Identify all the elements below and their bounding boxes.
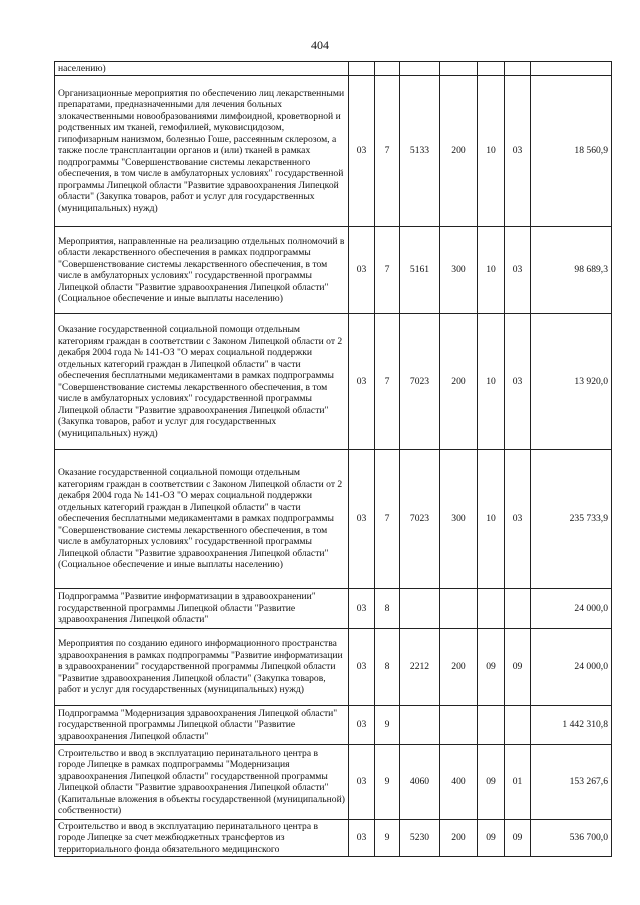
table-row <box>55 314 612 450</box>
amount-cell: 24 000,0 <box>531 629 612 706</box>
code-cell <box>440 706 478 745</box>
code-cell <box>440 62 478 76</box>
code-cell <box>505 62 531 76</box>
code-cell <box>505 706 531 745</box>
code-cell: 03 <box>349 589 375 629</box>
code-cell: 7 <box>375 450 400 589</box>
code-cell: 9 <box>375 820 400 857</box>
amount-cell <box>531 62 612 76</box>
code-cell: 09 <box>505 820 531 857</box>
code-cell <box>478 589 505 629</box>
row-description: Мероприятия по созданию единого информационного пространства здравоохранения в рамках подпрограммы "Развитие информатизации в здравоохранении" государственной программы Липецкой области "Развитие здравоохранения Липецкой области" (Закупка товаров, работ и услуг для государственных (муниципальных) нужд) <box>55 629 349 706</box>
amount-cell: 18 560,9 <box>531 76 612 227</box>
row-description: Организационные мероприятия по обеспечению лиц лекарственными препаратами, предназначенными для лечения больных злокачественными новообразованиями лимфоидной, кроветворной и родственных им тканей, гемофилией, муковисцидозом, гипофизарным нанизмом, болезнью Гоше, рассеянным склерозом, а также после трансплантации органов и (или) тканей в рамках подпрограммы "Совершенствование системы лекарственного обеспечения, в том числе в амбулаторных условиях" государственной программы Липецкой области "Развитие здравоохранения Липецкой области" (Закупка товаров, работ и услуг для государственных (муниципальных) нужд) <box>55 76 349 227</box>
code-cell <box>375 62 400 76</box>
code-cell: 03 <box>505 450 531 589</box>
code-cell: 03 <box>349 76 375 227</box>
code-cell: 03 <box>505 76 531 227</box>
code-cell: 10 <box>478 76 505 227</box>
code-cell <box>400 62 440 76</box>
table-row <box>55 76 612 227</box>
code-cell: 03 <box>349 820 375 857</box>
row-description: Оказание государственной социальной помощи отдельным категориям граждан в соответствии с Законом Липецкой области от 2 декабря 2004 года № 141-ОЗ "О мерах социальной поддержки отдельных категорий граждан в Липецкой области" в части обеспечения бесплатными медикаментами в рамках подпрограммы "Совершенствование системы лекарственного обеспечения, в том числе в амбулаторных условиях" государственной программы Липецкой области "Развитие здравоохранения Липецкой области" (Закупка товаров, работ и услуг для государственных (муниципальных) нужд) <box>55 314 349 450</box>
code-cell: 300 <box>440 227 478 314</box>
table-row <box>55 227 612 314</box>
code-cell: 8 <box>375 629 400 706</box>
code-cell <box>400 589 440 629</box>
code-cell: 03 <box>349 745 375 820</box>
row-description: Подпрограмма "Развитие информатизации в здравоохранении" государственной программы Липецкой области "Развитие здравоохранения Липецкой области" <box>55 589 349 629</box>
code-cell: 09 <box>478 745 505 820</box>
code-cell: 09 <box>505 629 531 706</box>
table-row <box>55 629 612 706</box>
code-cell: 03 <box>349 314 375 450</box>
code-cell: 9 <box>375 706 400 745</box>
code-cell: 9 <box>375 745 400 820</box>
code-cell: 09 <box>478 820 505 857</box>
amount-cell: 536 700,0 <box>531 820 612 857</box>
budget-table <box>54 61 612 857</box>
code-cell <box>349 62 375 76</box>
code-cell: 5230 <box>400 820 440 857</box>
amount-cell: 98 689,3 <box>531 227 612 314</box>
amount-cell: 13 920,0 <box>531 314 612 450</box>
row-description: Строительство и ввод в эксплуатацию перинатального центра в городе Липецке в рамках подпрограммы "Модернизация здравоохранения Липецкой области" государственной программы Липецкой области "Развитие здравоохранения Липецкой области" (Капитальные вложения в объекты государственной (муниципальной) собственности) <box>55 745 349 820</box>
code-cell: 300 <box>440 450 478 589</box>
amount-cell: 1 442 310,8 <box>531 706 612 745</box>
row-description: Мероприятия, направленные на реализацию отдельных полномочий в области лекарственного обеспечения в рамках подпрограммы "Совершенствование системы лекарственного обеспечения, в том числе в амбулаторных условиях" государственной программы Липецкой области "Развитие здравоохранения Липецкой области" (Социальное обеспечение и иные выплаты населению) <box>55 227 349 314</box>
code-cell: 7023 <box>400 450 440 589</box>
code-cell: 200 <box>440 76 478 227</box>
code-cell: 200 <box>440 314 478 450</box>
code-cell <box>478 62 505 76</box>
row-description: населению) <box>55 62 349 76</box>
code-cell: 7023 <box>400 314 440 450</box>
code-cell: 03 <box>505 314 531 450</box>
table-row <box>55 820 612 857</box>
code-cell: 01 <box>505 745 531 820</box>
row-description: Строительство и ввод в эксплуатацию перинатального центра в городе Липецке за счет межбюджетных трансфертов из территориального фонда обязательного медицинского <box>55 820 349 857</box>
page-number: 404 <box>311 38 329 52</box>
code-cell: 10 <box>478 227 505 314</box>
code-cell <box>400 706 440 745</box>
row-description: Оказание государственной социальной помощи отдельным категориям граждан в соответствии с Законом Липецкой области от 2 декабря 2004 года № 141-ОЗ "О мерах социальной поддержки отдельных категорий граждан в Липецкой области" в части обеспечения бесплатными медикаментами в рамках подпрограммы "Совершенствование системы лекарственного обеспечения, в том числе в амбулаторных условиях" государственной программы Липецкой области "Развитие здравоохранения Липецкой области" (Социальное обеспечение и иные выплаты населению) <box>55 450 349 589</box>
row-description: Подпрограмма "Модернизация здравоохранения Липецкой области" государственной программы Липецкой области "Развитие здравоохранения Липецкой области" <box>55 706 349 745</box>
code-cell: 400 <box>440 745 478 820</box>
code-cell: 7 <box>375 76 400 227</box>
code-cell: 7 <box>375 227 400 314</box>
code-cell: 4060 <box>400 745 440 820</box>
table-row <box>55 745 612 820</box>
code-cell: 7 <box>375 314 400 450</box>
table-row <box>55 62 612 76</box>
code-cell: 03 <box>505 227 531 314</box>
code-cell: 2212 <box>400 629 440 706</box>
code-cell <box>478 706 505 745</box>
code-cell: 8 <box>375 589 400 629</box>
code-cell: 10 <box>478 314 505 450</box>
table-row <box>55 589 612 629</box>
amount-cell: 24 000,0 <box>531 589 612 629</box>
amount-cell: 235 733,9 <box>531 450 612 589</box>
table-row <box>55 450 612 589</box>
code-cell: 5161 <box>400 227 440 314</box>
code-cell: 10 <box>478 450 505 589</box>
code-cell: 03 <box>349 450 375 589</box>
code-cell <box>440 589 478 629</box>
code-cell: 03 <box>349 227 375 314</box>
code-cell: 200 <box>440 820 478 857</box>
code-cell: 5133 <box>400 76 440 227</box>
code-cell: 09 <box>478 629 505 706</box>
code-cell: 03 <box>349 629 375 706</box>
code-cell <box>505 589 531 629</box>
code-cell: 200 <box>440 629 478 706</box>
code-cell: 03 <box>349 706 375 745</box>
amount-cell: 153 267,6 <box>531 745 612 820</box>
table-row <box>55 706 612 745</box>
